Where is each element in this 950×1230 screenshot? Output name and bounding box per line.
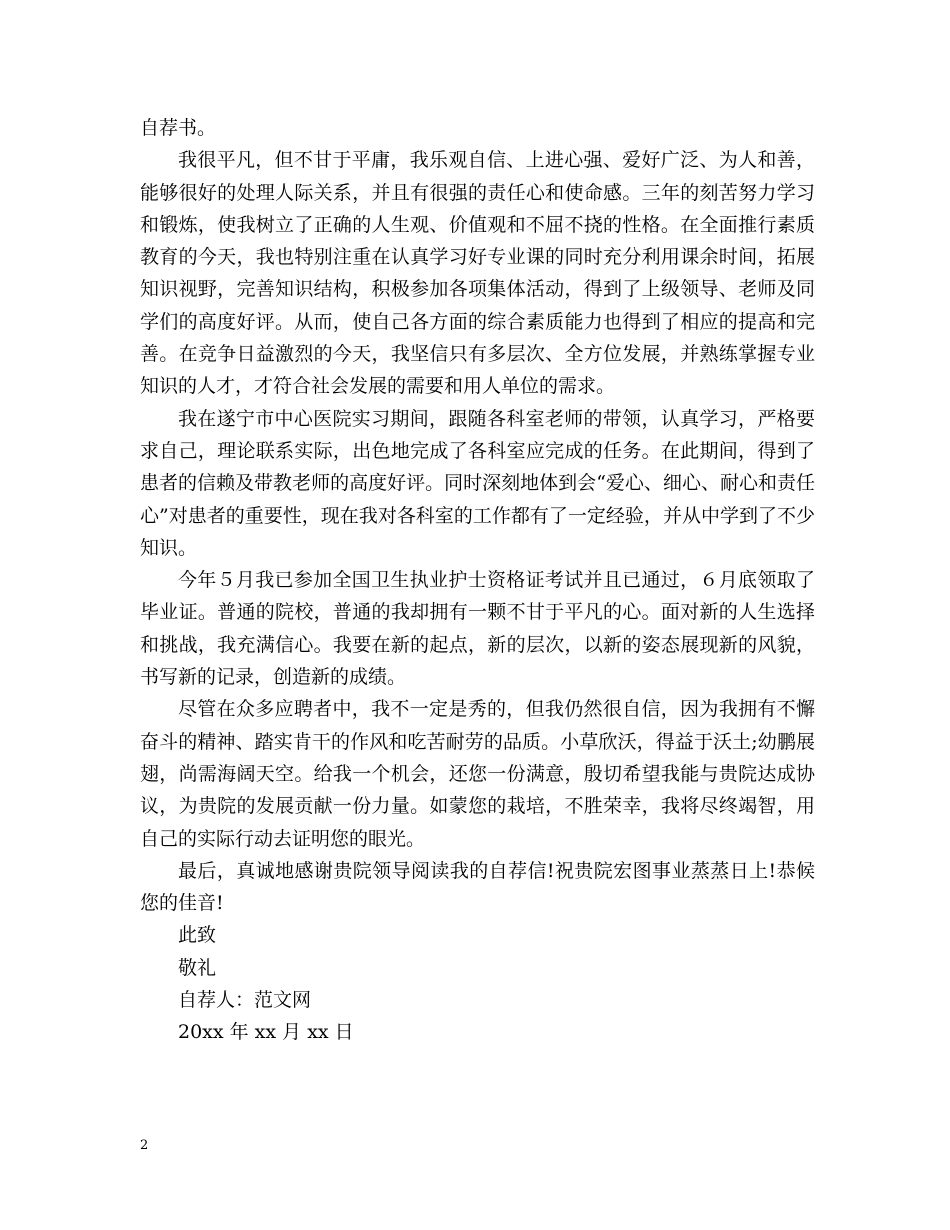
page-number: 2	[140, 1138, 149, 1153]
letter-body	[140, 112, 815, 1049]
lead-line: 自荐书。	[140, 117, 217, 139]
paragraph-thanks: 最后，真诚地感谢贵院领导阅读我的自荐信!祝贵院宏图事业蒸蒸日上!恭候您的佳音!	[140, 859, 815, 915]
paragraph-qualification: 今年５月我已参加全国卫生执业护士资格证考试并且已通过，６月底领取了毕业证。普通的院校，普通的我却拥有一颗不甘于平凡的心。面对新的人生选择和挑战，我充满信心。我要在新的起点，新的层次，以新的姿态展现新的风貌，书写新的记录，创造新的成绩。	[140, 569, 815, 689]
paragraph-confidence: 尽管在众多应聘者中，我不一定是秀的，但我仍然很自信，因为我拥有不懈奋斗的精神、踏实肯干的作风和吃苦耐劳的品质。小草欣沃，得益于沃土;幼鹏展翅，尚需海阔天空。给我一个机会，还您一份满意，殷切希望我能与贵院达成协议，为贵院的发展贡献一份力量。如蒙您的栽培，不胜荣幸，我将尽终竭智，用自己的实际行动去证明您的眼光。	[140, 698, 815, 850]
date-line: 20xx 年 xx 月 xx 日	[178, 1021, 354, 1044]
paragraph-self-introduction: 我很平凡，但不甘于平庸，我乐观自信、上进心强、爱好广泛、为人和善，能够很好的处理人际关系，并且有很强的责任心和使命感。三年的刻苦努力学习和锻炼，使我树立了正确的人生观、价值观和不屈不挠的性格。在全面推行素质教育的今天，我也特别注重在认真学习好专业课的同时充分利用课余时间，拓展知识视野，完善知识结构，积极参加各项集体活动，得到了上级领导、老师及同学们的高度好评。从而，使自己各方面的综合素质能力也得到了相应的提高和完善。在竞争日益激烈的今天，我坚信只有多层次、全方位发展，并熟练掌握专业知识的人才，才符合社会发展的需要和用人单位的需求。	[140, 149, 815, 398]
paragraph-internship: 我在遂宁市中心医院实习期间，跟随各科室老师的带领，认真学习，严格要求自己，理论联系实际，出色地完成了各科室应完成的任务。在此期间，得到了患者的信赖及带教老师的高度好评。同时深刻地体到会“爱心、细心、耐心和责任心”对患者的重要性，现在我对各科室的工作都有了一定经验，并从中学到了不少知识。	[140, 407, 815, 559]
closing-salutation: 此致	[178, 924, 217, 947]
signature: 自荐人：范文网	[178, 989, 312, 1012]
closing-regards: 敬礼	[178, 956, 217, 979]
